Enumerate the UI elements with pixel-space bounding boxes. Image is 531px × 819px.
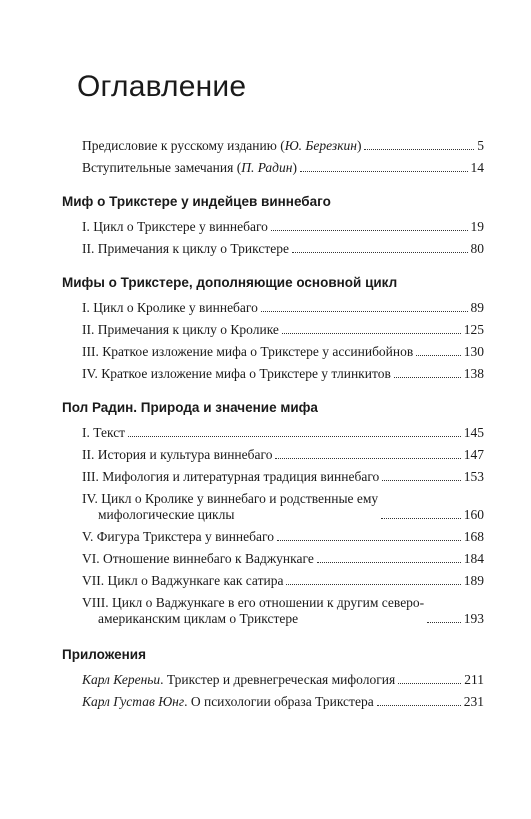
toc-page-number: 193: [463, 611, 484, 626]
toc-entry[interactable]: [82, 447, 484, 463]
toc-page-number: 5: [477, 138, 484, 153]
toc-entry[interactable]: [82, 425, 484, 441]
toc-entry[interactable]: [82, 694, 484, 710]
toc-entry-title: Карл Густав Юнг. О психологии образа Трикстера: [82, 694, 374, 709]
toc-entry-title: VII. Цикл о Ваджункаге как сатира: [82, 573, 284, 588]
leader-dots: [277, 539, 461, 541]
leader-dots: [275, 457, 460, 459]
leader-dots: [377, 704, 461, 706]
leader-dots: [292, 251, 468, 253]
toc-entry[interactable]: [82, 322, 484, 338]
leader-dots: [416, 354, 460, 356]
toc-entry-title: II. История и культура виннебаго: [82, 447, 273, 462]
leader-dots: [427, 621, 461, 623]
toc-entry-title: I. Цикл о Кролике у виннебаго: [82, 300, 258, 315]
toc-entry-title: II. Примечания к циклу о Трикстере: [82, 241, 289, 256]
toc-entry[interactable]: [82, 344, 484, 360]
toc-page-number: 153: [463, 469, 484, 484]
toc-page-number: 147: [463, 447, 484, 462]
toc-entry-title: I. Цикл о Трикстере у виннебаго: [82, 219, 268, 234]
toc-entry[interactable]: [82, 529, 484, 545]
leader-dots: [381, 517, 461, 519]
toc-entry[interactable]: [82, 573, 484, 589]
leader-dots: [394, 376, 461, 378]
leader-dots: [128, 435, 461, 437]
toc-entry[interactable]: [82, 551, 484, 567]
toc-page-number: 160: [463, 507, 484, 522]
leader-dots: [382, 479, 460, 481]
page-title: Оглавление: [77, 70, 247, 103]
section-heading: Мифы о Трикстере, дополняющие основной цикл: [62, 275, 398, 290]
toc-entry-title: II. Примечания к циклу о Кролике: [82, 322, 279, 337]
leader-dots: [282, 332, 461, 334]
toc-entry[interactable]: [82, 491, 484, 523]
leader-dots: [286, 583, 460, 585]
toc-entry-title: Вступительные замечания (П. Радин): [82, 160, 297, 175]
toc-page-number: 138: [463, 366, 484, 381]
toc-entry-introductory-remarks[interactable]: [82, 160, 484, 176]
toc-page-number: 130: [463, 344, 484, 359]
leader-dots: [317, 561, 461, 563]
table-of-contents: [62, 138, 484, 710]
toc-entry-title: VIII. Цикл о Ваджункаге в его отношении к другим северо- американским циклам о Трикстере: [82, 595, 425, 626]
toc-page-number: 145: [463, 425, 484, 440]
leader-dots: [261, 310, 468, 312]
toc-page-number: 89: [470, 300, 484, 315]
toc-entry[interactable]: [82, 469, 484, 485]
toc-entry-title: IV. Цикл о Кролике у виннебаго и родственные ему мифологические циклы: [82, 491, 379, 522]
leader-dots: [364, 148, 474, 150]
toc-entry-title: III. Краткое изложение мифа о Трикстере у ассинибойнов: [82, 344, 414, 359]
toc-page-number: 231: [463, 694, 484, 709]
toc-page-number: 14: [470, 160, 484, 175]
toc-page-number: 184: [463, 551, 484, 566]
toc-entry-title: I. Текст: [82, 425, 126, 440]
toc-entry[interactable]: [82, 595, 484, 627]
leader-dots: [300, 170, 468, 172]
section-heading: Приложения: [62, 647, 146, 662]
leader-dots: [271, 229, 468, 231]
toc-page-number: 125: [463, 322, 484, 337]
toc-entry-preface[interactable]: [82, 138, 484, 154]
toc-entry-title: Карл Кереньи. Трикстер и древнегреческая мифология: [82, 672, 396, 687]
toc-entry-title: Предисловие к русскому изданию (Ю. Березкин): [82, 138, 362, 153]
toc-entry[interactable]: [82, 219, 484, 235]
toc-page-number: 168: [463, 529, 484, 544]
toc-entry-title: IV. Краткое изложение мифа о Трикстере у тлинкитов: [82, 366, 391, 381]
toc-page-number: 80: [470, 241, 484, 256]
toc-page-number: 211: [464, 672, 484, 687]
toc-page-number: 19: [470, 219, 484, 234]
toc-entry[interactable]: [82, 241, 484, 257]
section-heading: Пол Радин. Природа и значение мифа: [62, 400, 318, 415]
section-heading: Миф о Трикстере у индейцев виннебаго: [62, 194, 331, 209]
toc-entry-title: V. Фигура Трикстера у виннебаго: [82, 529, 274, 544]
leader-dots: [398, 682, 461, 684]
toc-entry[interactable]: [82, 672, 484, 688]
toc-entry[interactable]: [82, 366, 484, 382]
toc-entry[interactable]: [82, 300, 484, 316]
toc-page-number: 189: [463, 573, 484, 588]
toc-entry-title: VI. Отношение виннебаго к Ваджункаге: [82, 551, 314, 566]
toc-entry-title: III. Мифология и литературная традиция виннебаго: [82, 469, 380, 484]
